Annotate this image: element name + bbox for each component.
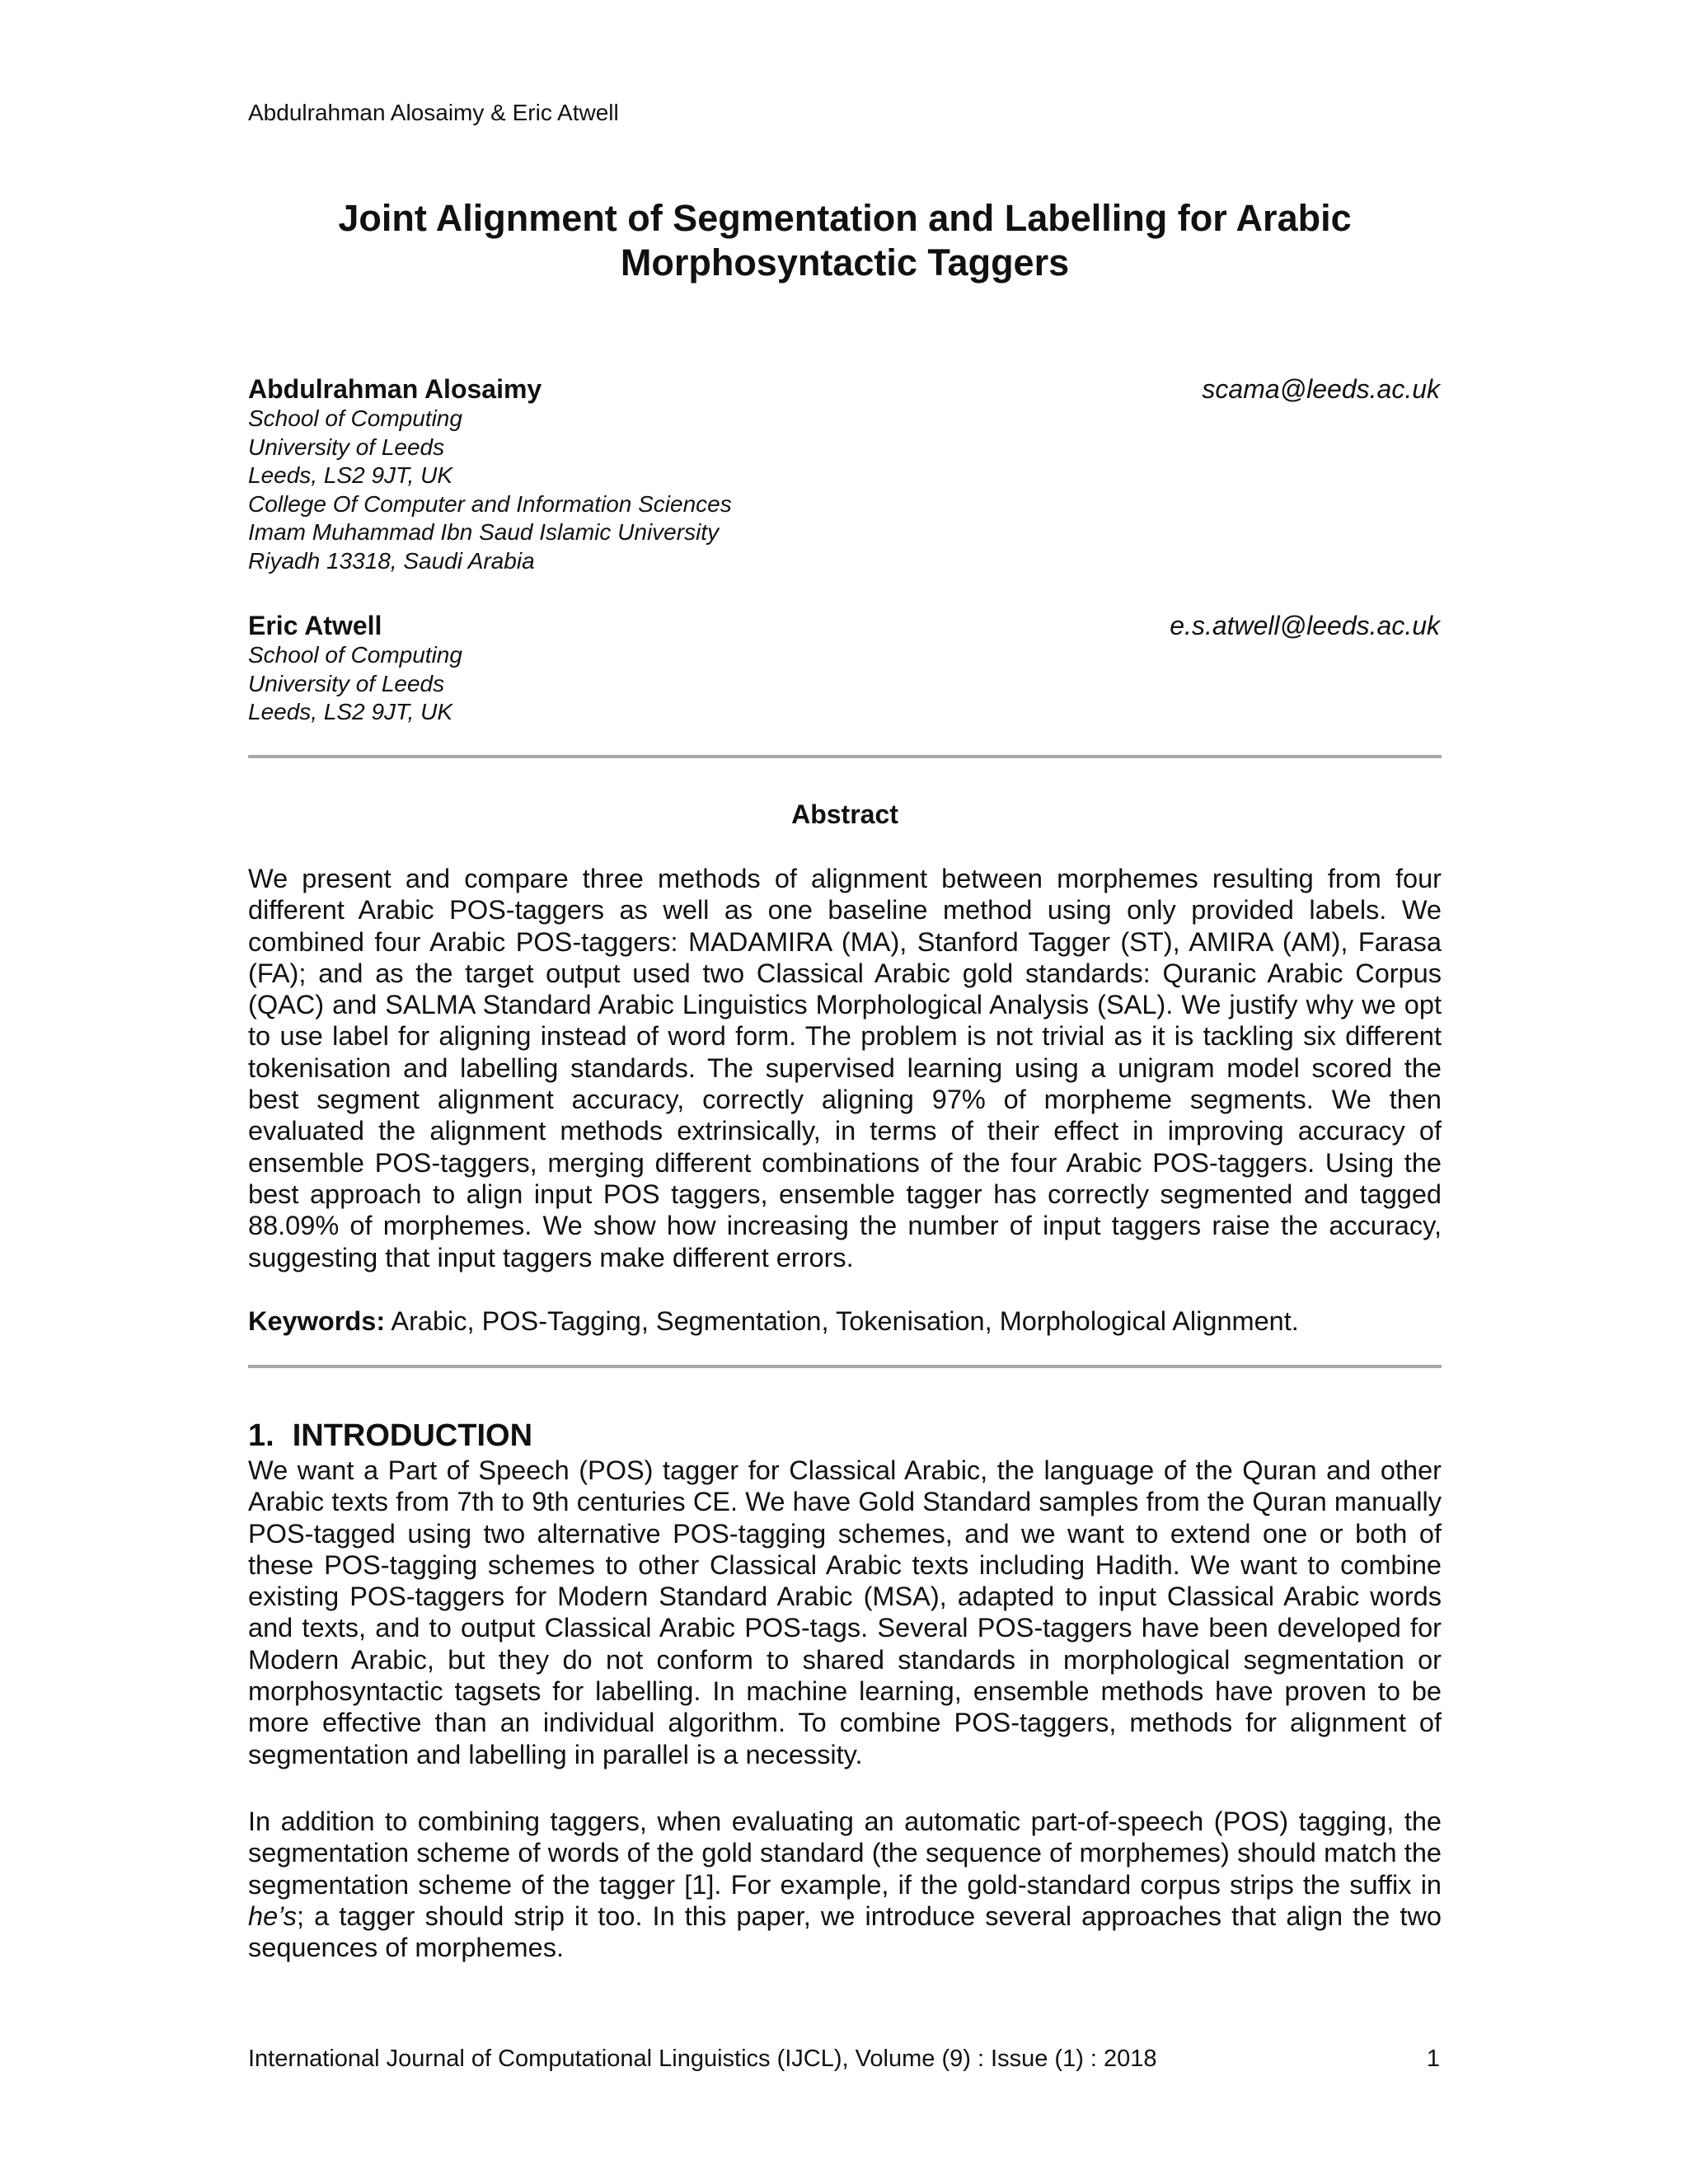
footer-journal: International Journal of Computational Linguistics (IJCL), Volume (9) : Issue (1) : 2018: [248, 2046, 1157, 2072]
introduction-paragraph-2: [248, 1806, 1442, 1963]
paper-page: [248, 0, 1442, 2184]
keywords-label: Keywords:: [248, 1306, 386, 1336]
divider: [248, 1365, 1442, 1368]
section-heading-introduction: [248, 1418, 532, 1454]
affiliation-line: Imam Muhammad Ibn Saud Islamic University: [248, 519, 720, 546]
affiliation-line: School of Computing: [248, 405, 462, 431]
section-title: INTRODUCTION: [292, 1418, 533, 1453]
page-footer: [248, 2044, 1442, 2074]
abstract-text: We present and compare three methods of alignment between morphemes resulting from four different Arabic POS-taggers as well as one baseline method using only provided labels. We combined four Arabic POS-taggers: MADAMIRA (MA), Stanford Tagger (ST), AMIRA (AM), Farasa (FA); and as the target output used two Classical Arabic gold standards: Quranic Arabic Corpus (QAC) and SALMA Standard Arabic Linguistics Morphological Analysis (SAL). We justify why we opt to use label for aligning instead of word form. The problem is not trivial as it is tackling six different tokenisation and labelling standards. The supervised learning using a unigram model scored the best segment alignment accuracy, correctly aligning 97% of morpheme segments. We then evaluated the alignment methods extrinsically, in terms of their effect in improving accuracy of ensemble POS-taggers, merging different combinations of the four Arabic POS-taggers. Using the best approach to align input POS taggers, ensemble tagger has correctly segmented and tagged 88.09% of morphemes. We show how increasing the number of input taggers raise the accuracy, suggesting that input taggers make different errors.: [248, 864, 1442, 1272]
paper-title-line-2: Morphosyntactic Taggers: [620, 241, 1070, 284]
example-term: he’s: [248, 1900, 298, 1931]
affiliation-line: University of Leeds: [248, 434, 445, 460]
running-head: Abdulrahman Alosaimy & Eric Atwell: [248, 100, 619, 125]
author-name: Abdulrahman Alosaimy: [248, 374, 542, 404]
affiliation-line: University of Leeds: [248, 670, 445, 696]
section-number: 1.: [248, 1418, 274, 1453]
affiliation-line: College Of Computer and Information Sciences: [248, 490, 732, 517]
affiliation-line: School of Computing: [248, 642, 462, 668]
author-email-link[interactable]: scama@leeds.ac.uk: [1202, 374, 1440, 404]
author-name: Eric Atwell: [248, 611, 382, 640]
paragraph-text: In addition to combining taggers, when evaluating an automatic part-of-speech (POS) tagging, the segmentation scheme of words of the gold standard (the sequence of morphemes) should match the segmentation scheme of the tagger [1]. For example, if the gold-standard corpus strips the suffix in: [248, 1807, 1442, 1900]
keywords: [248, 1305, 1442, 1337]
author-affiliation: [248, 405, 1442, 576]
divider: [248, 755, 1442, 758]
introduction-paragraph-1: We want a Part of Speech (POS) tagger for Classical Arabic, the language of the Quran and other Arabic texts from 7th to 9th centuries CE. We have Gold Standard samples from the Quran manually POS-tagged using two alternative POS-tagging schemes, and we want to extend one or both of these POS-tagging schemes to other Classical Arabic texts including Hadith. We want to combine existing POS-taggers for Modern Standard Arabic (MSA), adapted to input Classical Arabic words and texts, and to output Classical Arabic POS-tags. Several POS-taggers have been developed for Modern Arabic, but they do not conform to shared standards in morphological segmentation or morphosyntactic tagsets for labelling. In machine learning, ensemble methods have proven to be more effective than an individual algorithm. To combine POS-taggers, methods for alignment of segmentation and labelling in parallel is a necessity.: [248, 1455, 1442, 1769]
affiliation-line: Riyadh 13318, Saudi Arabia: [248, 547, 535, 574]
abstract-heading: Abstract: [791, 799, 898, 829]
author-affiliation: [248, 641, 1442, 727]
author-block-alosaimy: [248, 373, 1442, 576]
author-email-link[interactable]: e.s.atwell@leeds.ac.uk: [1170, 611, 1440, 640]
paper-title: [248, 196, 1442, 285]
keywords-text: Arabic, POS-Tagging, Segmentation, Tokenisation, Morphological Alignment.: [385, 1306, 1299, 1336]
paragraph-text: ; a tagger should strip it too. In this paper, we introduce several approaches that align the two sequences of morphemes.: [248, 1900, 1442, 1963]
author-block-atwell: [248, 610, 1442, 727]
affiliation-line: Leeds, LS2 9JT, UK: [248, 462, 453, 489]
page-number: 1: [1426, 2046, 1440, 2072]
paper-title-line-1: Joint Alignment of Segmentation and Labelling for Arabic: [338, 197, 1352, 239]
affiliation-line: Leeds, LS2 9JT, UK: [248, 699, 453, 725]
